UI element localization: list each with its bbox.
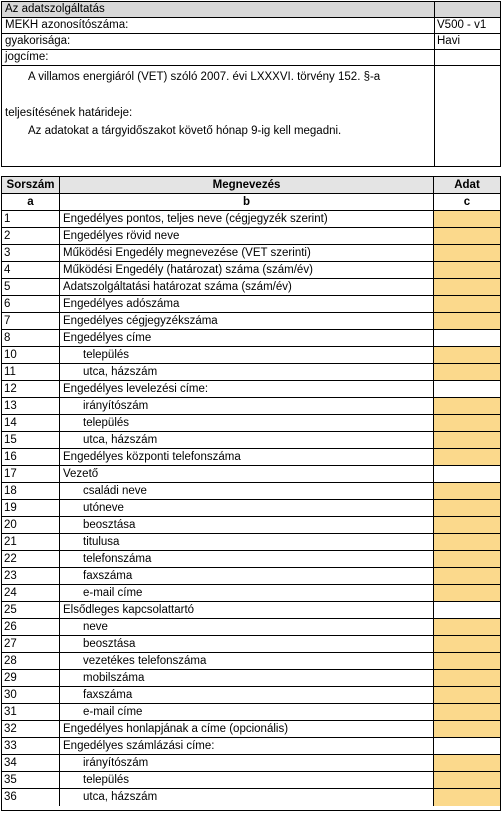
header-title-row	[2, 2, 500, 18]
table-row	[2, 381, 500, 398]
row-number: 22	[2, 551, 60, 567]
row-label: családi neve	[60, 483, 434, 499]
row-number: 10	[2, 347, 60, 363]
table-row	[2, 432, 500, 449]
form-header	[1, 1, 501, 167]
data-input-cell[interactable]	[434, 500, 500, 516]
table-row	[2, 313, 500, 330]
row-label: Vezető	[60, 466, 434, 482]
data-input-cell[interactable]	[434, 636, 500, 652]
data-cell	[434, 602, 500, 618]
data-input-cell[interactable]	[434, 551, 500, 567]
data-input-cell[interactable]	[434, 568, 500, 584]
table-row	[2, 534, 500, 551]
table-row	[2, 738, 500, 755]
table-row	[2, 602, 500, 619]
row-label: beosztása	[60, 636, 434, 652]
col-header-sorszam: Sorszám	[2, 177, 60, 193]
frequency-value: Havi	[437, 35, 461, 47]
table-row	[2, 551, 500, 568]
deadline-text: Az adatokat a tárgyidőszakot követő hónap 9-ig kell megadni.	[28, 125, 342, 137]
row-label: titulusa	[60, 534, 434, 550]
table-row	[2, 364, 500, 381]
row-number: 24	[2, 585, 60, 601]
row-label: faxszáma	[60, 568, 434, 584]
table-row	[2, 483, 500, 500]
table-header-row	[2, 177, 500, 194]
table-row	[2, 211, 500, 228]
row-label: beosztása	[60, 517, 434, 533]
col-header-megnevezes: Megnevezés	[60, 177, 434, 193]
row-number: 33	[2, 738, 60, 754]
row-label: faxszáma	[60, 687, 434, 703]
row-number: 4	[2, 262, 60, 278]
row-number: 35	[2, 772, 60, 788]
table-row	[2, 789, 500, 806]
column-letter-row	[2, 194, 500, 211]
table-row	[2, 228, 500, 245]
row-number: 23	[2, 568, 60, 584]
header-id-row	[2, 18, 500, 34]
table-row	[2, 262, 500, 279]
data-cell	[434, 466, 500, 482]
data-cell	[434, 330, 500, 346]
header-frequency-row	[2, 34, 500, 50]
table-row	[2, 415, 500, 432]
table-row	[2, 568, 500, 585]
table-row	[2, 245, 500, 262]
data-input-cell[interactable]	[434, 517, 500, 533]
id-label: MEKH azonosítószáma:	[2, 18, 435, 33]
row-number: 7	[2, 313, 60, 329]
data-input-cell[interactable]	[434, 262, 500, 278]
row-number: 32	[2, 721, 60, 737]
row-number: 14	[2, 415, 60, 431]
col-letter-b: b	[60, 194, 434, 210]
row-number: 3	[2, 245, 60, 261]
data-table	[1, 176, 501, 811]
data-cell	[434, 738, 500, 754]
table-row	[2, 721, 500, 738]
row-label: Adatszolgáltatási határozat száma (szám/év)	[60, 279, 434, 295]
row-number: 29	[2, 670, 60, 686]
data-input-cell[interactable]	[434, 364, 500, 380]
row-label: Engedélyes cégjegyzékszáma	[60, 313, 434, 329]
row-number: 26	[2, 619, 60, 635]
row-label: e-mail címe	[60, 704, 434, 720]
table-row	[2, 296, 500, 313]
data-input-cell[interactable]	[434, 687, 500, 703]
row-number: 21	[2, 534, 60, 550]
row-label: neve	[60, 619, 434, 635]
row-number: 27	[2, 636, 60, 652]
table-row	[2, 279, 500, 296]
row-number: 18	[2, 483, 60, 499]
table-row	[2, 653, 500, 670]
table-row	[2, 500, 500, 517]
header-legal-row	[2, 50, 500, 66]
table-row	[2, 704, 500, 721]
row-label: Engedélyes honlapjának a címe (opcionális)	[60, 721, 434, 737]
data-input-cell[interactable]	[434, 755, 500, 771]
row-label: irányítószám	[60, 755, 434, 771]
header-details-row	[2, 66, 500, 166]
table-row	[2, 670, 500, 687]
row-number: 34	[2, 755, 60, 771]
row-label: utca, házszám	[60, 364, 434, 380]
data-input-cell[interactable]	[434, 721, 500, 737]
row-label: utóneve	[60, 500, 434, 516]
row-number: 11	[2, 364, 60, 380]
data-input-cell[interactable]	[434, 398, 500, 414]
table-row	[2, 687, 500, 704]
data-input-cell[interactable]	[434, 619, 500, 635]
data-input-cell[interactable]	[434, 347, 500, 363]
data-input-cell[interactable]	[434, 772, 500, 788]
row-label: Működési Engedély megnevezése (VET szerinti)	[60, 245, 434, 261]
col-letter-c: c	[463, 196, 471, 208]
row-number: 28	[2, 653, 60, 669]
row-number: 13	[2, 398, 60, 414]
row-number: 30	[2, 687, 60, 703]
data-input-cell[interactable]	[434, 211, 500, 227]
table-row	[2, 449, 500, 466]
row-number: 36	[2, 789, 60, 806]
table-row	[2, 398, 500, 415]
data-input-cell[interactable]	[434, 585, 500, 601]
data-input-cell[interactable]	[434, 449, 500, 465]
data-input-cell[interactable]	[434, 653, 500, 669]
data-input-cell[interactable]	[434, 432, 500, 448]
table-row	[2, 585, 500, 602]
row-number: 8	[2, 330, 60, 346]
row-number: 19	[2, 500, 60, 516]
row-label: Működési Engedély (határozat) száma (szám/év)	[60, 262, 434, 278]
row-number: 6	[2, 296, 60, 312]
table-row	[2, 347, 500, 364]
row-label: utca, házszám	[60, 789, 434, 806]
table-row	[2, 636, 500, 653]
row-number: 20	[2, 517, 60, 533]
header-title-value	[435, 2, 500, 17]
data-input-cell[interactable]	[434, 296, 500, 312]
row-label: Engedélyes pontos, teljes neve (cégjegyzék szerint)	[60, 211, 434, 227]
row-label: Engedélyes adószáma	[60, 296, 434, 312]
data-input-cell[interactable]	[434, 313, 500, 329]
row-label: település	[60, 415, 434, 431]
row-number: 31	[2, 704, 60, 720]
data-input-cell[interactable]	[434, 279, 500, 295]
table-row	[2, 517, 500, 534]
row-label: Engedélyes címe	[60, 330, 434, 346]
col-letter-a: a	[2, 194, 60, 210]
data-input-cell[interactable]	[434, 245, 500, 261]
legal-text: A villamos energiáról (VET) szóló 2007. évi LXXXVI. törvény 152. §-a	[28, 71, 381, 83]
row-label: vezetékes telefonszáma	[60, 653, 434, 669]
table-row	[2, 772, 500, 789]
data-input-cell[interactable]	[434, 415, 500, 431]
row-label: Engedélyes rövid neve	[60, 228, 434, 244]
row-label: település	[60, 347, 434, 363]
row-label: utca, házszám	[60, 432, 434, 448]
header-title: Az adatszolgáltatás	[2, 2, 435, 17]
row-label: telefonszáma	[60, 551, 434, 567]
id-value: V500 - v1	[437, 19, 487, 31]
data-cell	[434, 381, 500, 397]
col-header-adat: Adat	[454, 179, 480, 191]
row-label: település	[60, 772, 434, 788]
data-input-cell[interactable]	[434, 670, 500, 686]
deadline-label: teljesítésének határideje:	[5, 107, 133, 119]
row-label: Elsődleges kapcsolattartó	[60, 602, 434, 618]
row-label: Engedélyes számlázási címe:	[60, 738, 434, 754]
data-input-cell[interactable]	[434, 789, 500, 806]
header-details-value	[435, 66, 500, 166]
row-number: 5	[2, 279, 60, 295]
table-row	[2, 619, 500, 636]
row-label: e-mail címe	[60, 585, 434, 601]
header-details	[2, 66, 435, 166]
data-input-cell[interactable]	[434, 704, 500, 720]
table-row	[2, 466, 500, 483]
row-number: 25	[2, 602, 60, 618]
row-number: 2	[2, 228, 60, 244]
row-label: irányítószám	[60, 398, 434, 414]
row-number: 1	[2, 211, 60, 227]
row-label: mobilszáma	[60, 670, 434, 686]
legal-label: jogcíme:	[2, 50, 435, 65]
row-label: Engedélyes levelezési címe:	[60, 381, 434, 397]
row-number: 15	[2, 432, 60, 448]
data-input-cell[interactable]	[434, 228, 500, 244]
row-number: 16	[2, 449, 60, 465]
legal-value	[435, 50, 500, 65]
data-input-cell[interactable]	[434, 483, 500, 499]
data-input-cell[interactable]	[434, 534, 500, 550]
frequency-label: gyakorisága:	[2, 34, 435, 49]
table-row	[2, 330, 500, 347]
row-number: 12	[2, 381, 60, 397]
row-number: 17	[2, 466, 60, 482]
row-label: Engedélyes központi telefonszáma	[60, 449, 434, 465]
table-row	[2, 755, 500, 772]
